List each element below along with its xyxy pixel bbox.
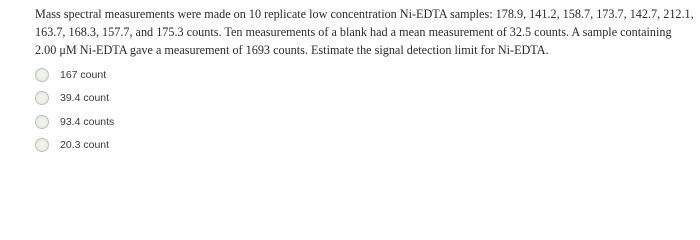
answer-option-1[interactable] bbox=[35, 63, 435, 87]
radio-button-4[interactable] bbox=[35, 138, 49, 152]
answer-option-4[interactable] bbox=[35, 134, 435, 158]
answer-options bbox=[35, 63, 435, 157]
answer-option-label-2: 39.4 count bbox=[60, 92, 110, 105]
answer-option-label-3: 93.4 counts bbox=[60, 115, 115, 128]
answer-option-label-4: 20.3 count bbox=[60, 139, 110, 152]
answer-option-label-1: 167 count bbox=[60, 68, 107, 81]
answer-option-3[interactable] bbox=[35, 110, 435, 134]
radio-button-1[interactable] bbox=[35, 68, 49, 82]
question-text: Mass spectral measurements were made on 10 replicate low concentration Ni-EDTA samples: 178.9, 141.2, 158.7, 173.7, 142.7, 212.1, 163.7, 168.3, 157.7, and 175.3 counts. Ten measurements of a blank had a mean measurement of 32.5 counts. A sample containing 2.00 μM Ni-EDTA gave a measurement of 1693 counts. Estimate the signal detection limit for Ni-EDTA. bbox=[35, 7, 694, 57]
answer-option-2[interactable] bbox=[35, 87, 435, 111]
radio-button-3[interactable] bbox=[35, 115, 49, 129]
radio-button-2[interactable] bbox=[35, 91, 49, 105]
